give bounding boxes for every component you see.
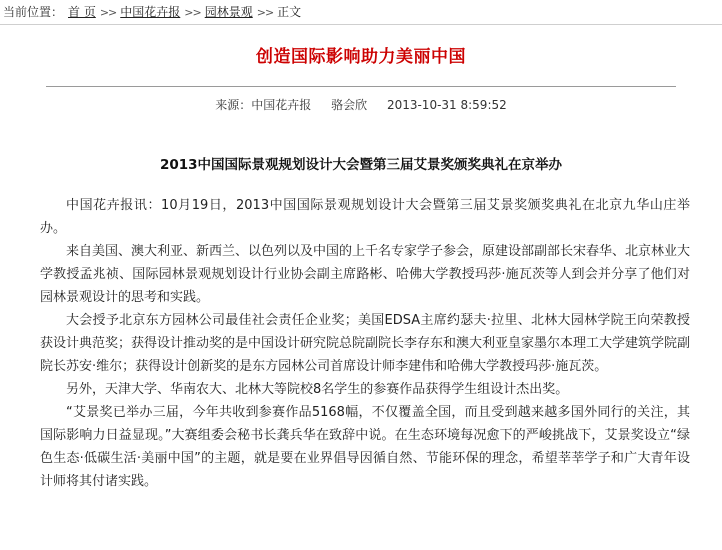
breadcrumb-home-link[interactable]: 首 页	[68, 5, 96, 19]
article-meta	[0, 96, 722, 113]
breadcrumb-label: 当前位置：	[3, 5, 64, 19]
article-paragraph: 来自美国、澳大利亚、新西兰、以色列以及中国的上千名专家学子参会，原建设部副部长宋春华、北京林业大学教授孟兆祯、国际园林景观规划设计行业协会副主席路彬、哈佛大学教授玛莎·施瓦茨等人到会并分享了他们对园林景观设计的思考和实践。	[40, 244, 691, 305]
article-title: 创造国际影响助力美丽中国	[256, 47, 466, 67]
article-paragraph: 大会授予北京东方园林公司最佳社会责任企业奖；美国EDSA主席约瑟夫·拉里、北林大园林学院王向荣教授获设计典范奖；获得设计推动奖的是中国设计研究院总院副院长李存东和澳大利亚皇家墨尔本理工大学建筑学院副院长苏安·维尔；获得设计创新奖的是东方园林公司首席设计师李建伟和哈佛大学教授玛莎·施瓦茨。	[40, 313, 691, 374]
article-body	[40, 194, 690, 493]
breadcrumb-current: 正文	[277, 5, 302, 19]
breadcrumb-bar	[0, 0, 722, 25]
article-author: 骆会欣	[331, 98, 368, 112]
breadcrumb-newspaper-link[interactable]: 中国花卉报	[120, 5, 181, 19]
article-source: 来源：中国花卉报	[215, 98, 312, 112]
article-paragraph: 中国花卉报讯：10月19日，2013中国国际景观规划设计大会暨第三届艾景奖颁奖典礼在北京九华山庄举办。	[40, 198, 690, 236]
title-divider	[46, 86, 676, 87]
article-datetime: 2013-10-31 8:59:52	[386, 98, 507, 112]
article-paragraph: 另外，天津大学、华南农大、北林大等院校8名学生的参赛作品获得学生组设计杰出奖。	[66, 382, 569, 397]
breadcrumb-separator: >>	[99, 6, 117, 19]
breadcrumb	[68, 0, 301, 25]
breadcrumb-separator: >>	[184, 6, 201, 19]
breadcrumb-landscape-link[interactable]: 园林景观	[204, 5, 253, 19]
article-subtitle: 2013中国国际景观规划设计大会暨第三届艾景奖颁奖典礼在京举办	[159, 157, 563, 173]
breadcrumb-separator: >>	[256, 6, 274, 19]
article-paragraph: “艾景奖已举办三届，今年共收到参赛作品5168幅，不仅覆盖全国，而且受到越来越多国外同行的关注，其国际影响力日益显现。”大赛组委会秘书长龚兵华在致辞中说。在生态环境每况愈下的严峻挑战下，艾景奖设立“绿色生态·低碳生活·美丽中国”的主题，就是要在业界倡导因循自然、节能环保的理念，希望莘莘学子和广大青年设计师将其付诸实践。	[40, 405, 690, 489]
